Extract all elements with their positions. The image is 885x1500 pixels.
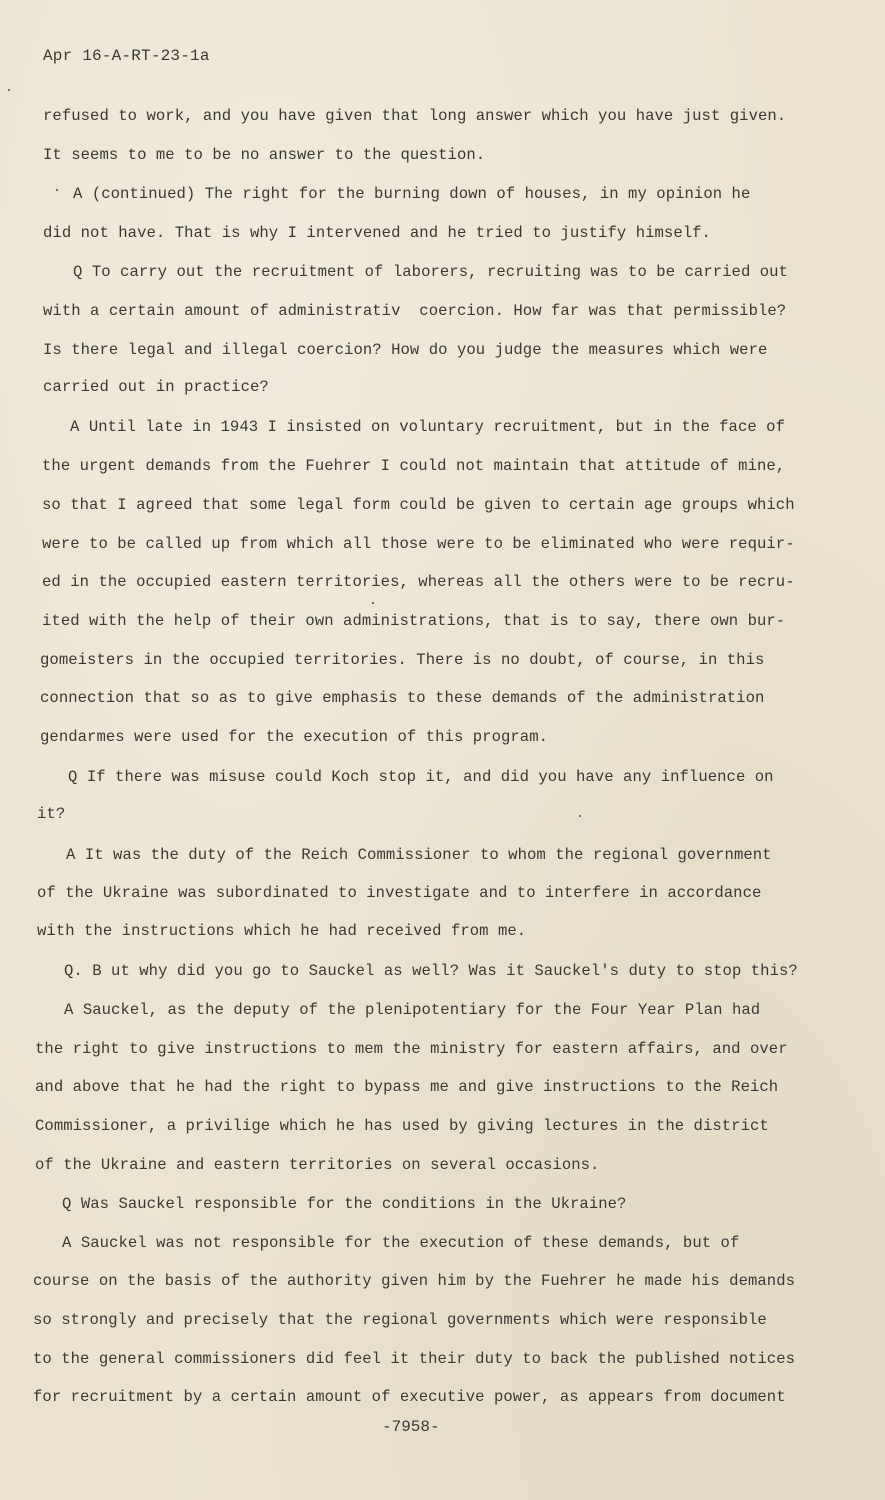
text-line-22: with the instructions which he had received from me.: [37, 922, 527, 940]
paper-speck: [579, 815, 581, 817]
text-line-6: with a certain amount of administrativ coercion. How far was that permissible?: [43, 302, 787, 320]
text-line-31: course on the basis of the authority given him by the Fuehrer he made his demands: [33, 1272, 796, 1290]
text-line-18: Q If there was misuse could Koch stop it, and did you have any influence on: [68, 768, 774, 786]
paper-speck: [56, 189, 58, 191]
text-line-14: ited with the help of their own administrations, that is to say, there own bur-: [42, 612, 786, 630]
text-line-2: It seems to me to be no answer to the question.: [43, 146, 486, 164]
text-line-1: refused to work, and you have given that long answer which you have just given.: [43, 107, 787, 125]
text-line-11: so that I agreed that some legal form could be given to certain age groups which: [42, 496, 795, 514]
text-line-24: A Sauckel, as the deputy of the plenipotentiary for the Four Year Plan had: [64, 1001, 761, 1019]
text-line-27: Commissioner, a privilige which he has used by giving lectures in the district: [35, 1117, 769, 1135]
document-header: Apr 16-A-RT-23-1a: [43, 47, 210, 65]
text-line-5: Q To carry out the recruitment of laborers, recruiting was to be carried out: [73, 263, 788, 281]
text-line-34: for recruitment by a certain amount of executive power, as appears from document: [33, 1388, 786, 1406]
text-line-15: gomeisters in the occupied territories. There is no doubt, of course, in this: [40, 651, 765, 669]
text-line-10: the urgent demands from the Fuehrer I could not maintain that attitude of mine,: [42, 457, 786, 475]
text-line-21: of the Ukraine was subordinated to investigate and to interfere in accordance: [37, 884, 762, 902]
text-line-23: Q. B ut why did you go to Sauckel as well? Was it Sauckel's duty to stop this?: [64, 962, 798, 980]
text-line-19: it?: [37, 805, 66, 823]
text-line-28: of the Ukraine and eastern territories on several occasions.: [35, 1156, 600, 1174]
text-line-4: did not have. That is why I intervened and he tried to justify himself.: [43, 224, 711, 242]
text-line-16: connection that so as to give emphasis to these demands of the administration: [40, 689, 765, 707]
text-line-12: were to be called up from which all those were to be eliminated who were requir-: [42, 535, 795, 553]
text-line-29: Q Was Sauckel responsible for the conditions in the Ukraine?: [62, 1195, 627, 1213]
text-line-8: carried out in practice?: [43, 378, 269, 396]
text-line-26: and above that he had the right to bypass me and give instructions to the Reich: [35, 1078, 779, 1096]
page-number: -7958-: [382, 1418, 440, 1436]
text-line-3: A (continued) The right for the burning down of houses, in my opinion he: [73, 185, 751, 203]
text-line-20: A It was the duty of the Reich Commissioner to whom the regional government: [66, 846, 772, 864]
text-line-32: so strongly and precisely that the regional governments which were responsible: [33, 1311, 767, 1329]
text-line-25: the right to give instructions to mem the ministry for eastern affairs, and over: [35, 1040, 788, 1058]
text-line-33: to the general commissioners did feel it their duty to back the published notices: [33, 1350, 796, 1368]
text-line-17: gendarmes were used for the execution of this program.: [40, 728, 549, 746]
paper-speck: [8, 89, 10, 91]
paper-speck: [372, 602, 374, 604]
text-line-9: A Until late in 1943 I insisted on voluntary recruitment, but in the face of: [70, 418, 785, 436]
text-line-30: A Sauckel was not responsible for the execution of these demands, but of: [62, 1234, 740, 1252]
text-line-13: ed in the occupied eastern territories, whereas all the others were to be recru-: [42, 573, 795, 591]
text-line-7: Is there legal and illegal coercion? How do you judge the measures which were: [43, 341, 768, 359]
